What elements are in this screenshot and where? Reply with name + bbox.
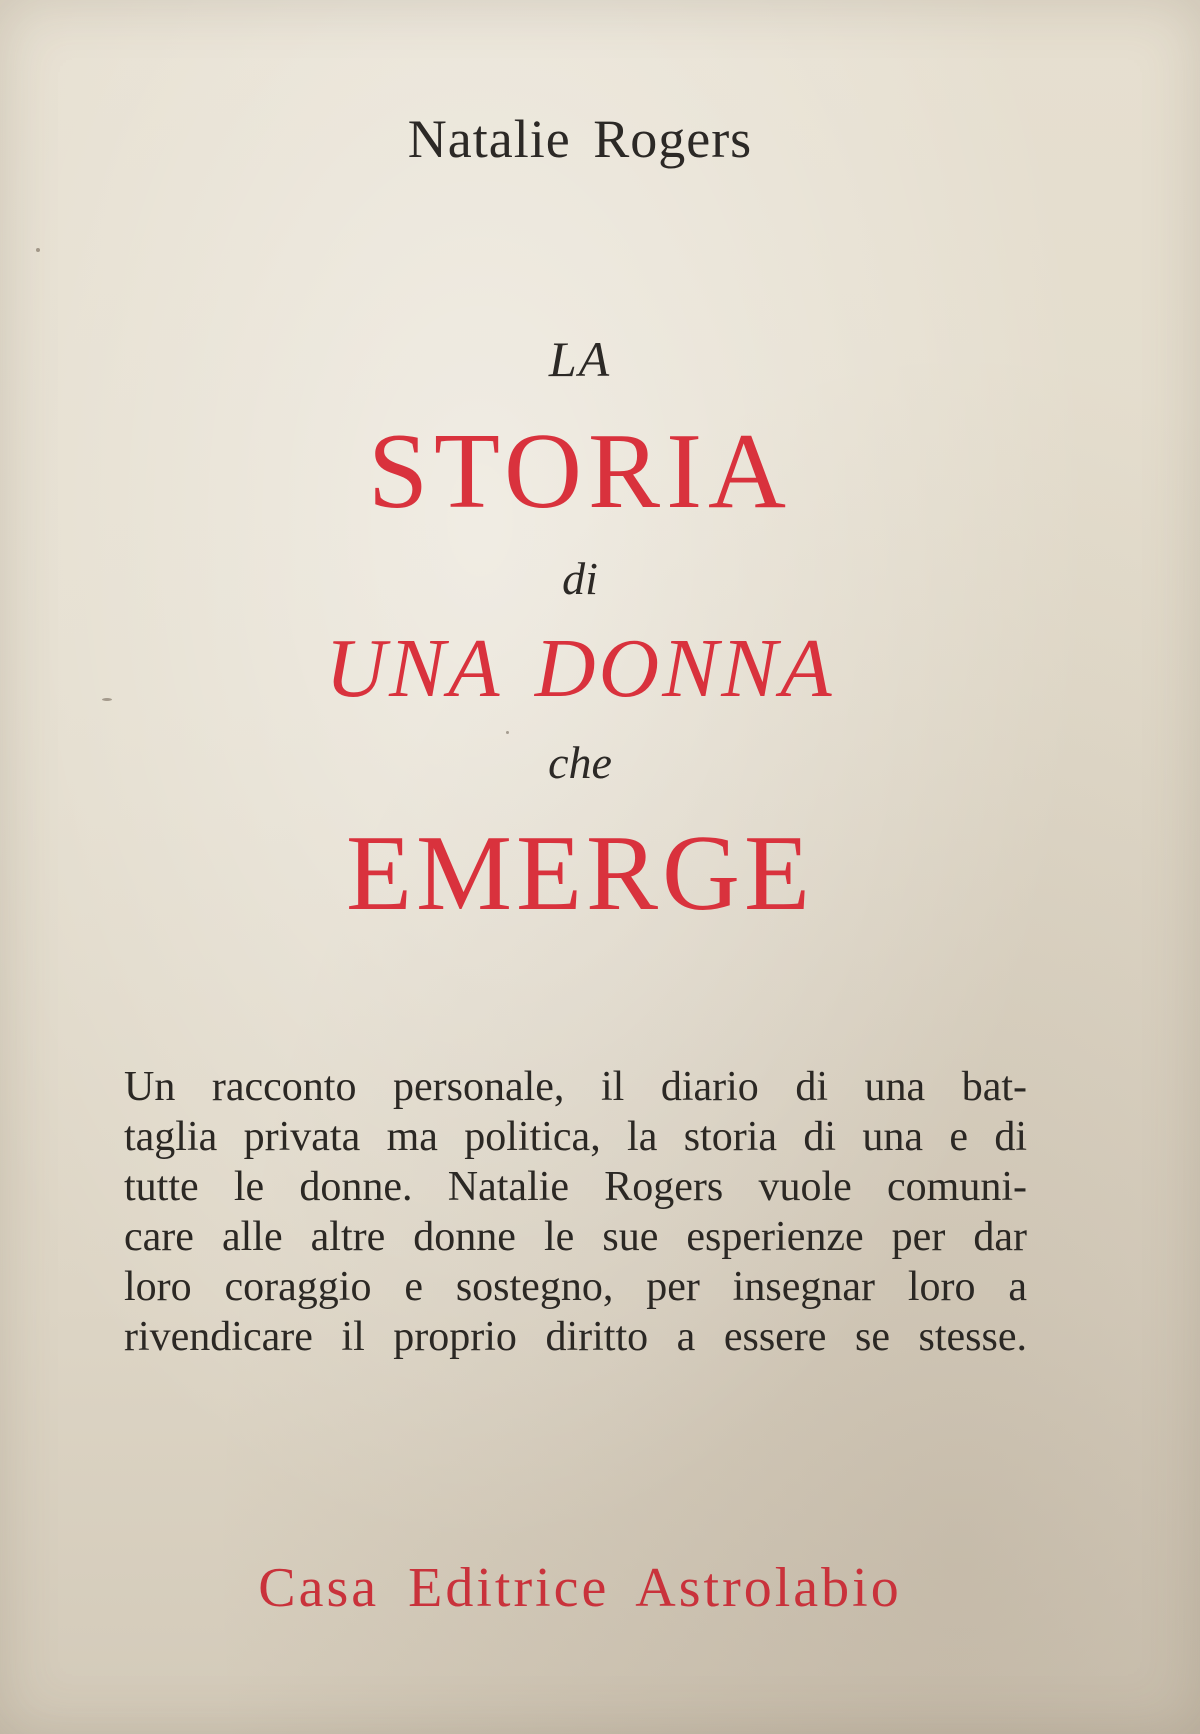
blurb-paragraph (124, 1062, 1027, 1362)
paper-speck (36, 248, 40, 252)
paper-speck (506, 731, 509, 734)
blurb-line: Un racconto personale, il diario di una bat- (124, 1064, 1027, 1110)
blurb-line: care alle altre donne le sue esperienze per dar (124, 1214, 1027, 1260)
author-name: Natalie Rogers (407, 109, 753, 169)
publisher-name: Casa Editrice Astrolabio (258, 1557, 902, 1619)
title-storia: STORIA (367, 412, 793, 531)
title-article: LA (548, 331, 612, 387)
title-pronoun-che: che (548, 737, 612, 788)
blurb-line: taglia privata ma politica, la storia di una e di (124, 1114, 1027, 1160)
title-una-donna: UNA DONNA (325, 622, 835, 715)
title-emerge: EMERGE (346, 814, 814, 933)
title-preposition-di: di (562, 553, 598, 604)
blurb-line: loro coraggio e sostegno, per insegnar loro a (124, 1264, 1027, 1310)
blurb-line: tutte le donne. Natalie Rogers vuole comuni- (124, 1164, 1027, 1210)
blurb-line: rivendicare il proprio diritto a essere se stesse. (124, 1314, 1027, 1360)
